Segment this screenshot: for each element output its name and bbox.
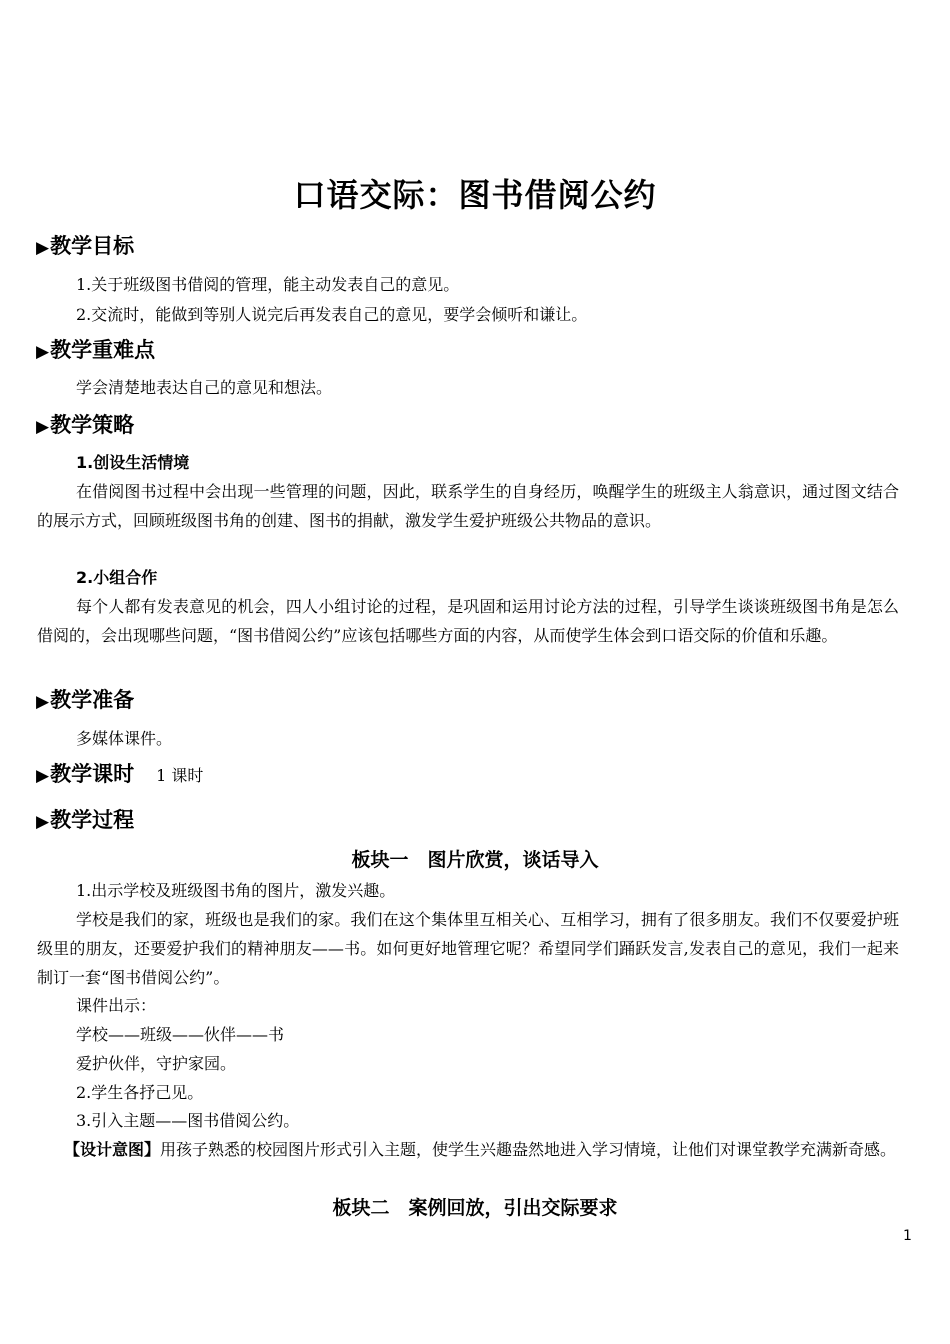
triangle-marker-icon: ▶ — [36, 238, 50, 258]
page-number: 1 — [903, 1228, 912, 1244]
page-title: 口语交际：图书借阅公约 — [293, 176, 657, 214]
block-1-paragraph: 学校是我们的家，班级也是我们的家。我们在这个集体里互相关心、互相学习，拥有了很多朋友。我们不仅要爱护班级里的朋友，还要爱护我们的精神朋友——书。如何更好地管理它呢？希望同学们踊跃发言,发表自己的意见，我们一起来制订一套“图书借阅公约”。 — [37, 910, 899, 987]
triangle-marker-icon: ▶ — [36, 342, 50, 362]
strategy-subheading-2: 2.小组合作 — [76, 568, 158, 587]
strategy-subheading-1: 1.创设生活情境 — [76, 453, 190, 472]
section-heading-prep: ▶教学准备 — [36, 688, 135, 712]
courseware-line-1: 学校——班级——伙伴——书 — [76, 1025, 285, 1044]
block-2-title: 板块二 案例回放，引出交际要求 — [332, 1197, 618, 1219]
difficulty-text: 学会清楚地表达自己的意见和想法。 — [76, 378, 333, 397]
hours-value: 1 课时 — [156, 766, 204, 785]
triangle-marker-icon: ▶ — [36, 417, 50, 437]
section-heading-process: ▶教学过程 — [36, 808, 135, 832]
design-intent — [37, 1135, 899, 1164]
section-heading-hours: ▶教学课时 1 课时 — [36, 762, 204, 786]
triangle-marker-icon: ▶ — [36, 812, 50, 832]
prep-text: 多媒体课件。 — [76, 729, 173, 748]
block-1-title: 板块一 图片欣赏，谈话导入 — [351, 849, 599, 871]
courseware-line-2: 爱护伙伴，守护家园。 — [76, 1054, 237, 1073]
section-heading-strategy: ▶教学策略 — [36, 413, 135, 437]
block-1-step-2: 2.学生各抒己见。 — [76, 1083, 204, 1102]
section-heading-goals: ▶教学目标 — [36, 234, 135, 258]
design-intent-text: 用孩子熟悉的校园图片形式引入主题，使学生兴趣盎然地进入学习情境，让他们对课堂教学充满新奇感。 — [160, 1140, 897, 1159]
strategy-paragraph-1: 在借阅图书过程中会出现一些管理的问题，因此，联系学生的自身经历，唤醒学生的班级主人翁意识，通过图文结合的展示方式，回顾班级图书角的创建、图书的捐献，激发学生爱护班级公共物品的意识。 — [37, 482, 899, 530]
block-1-step-1: 1.出示学校及班级图书角的图片，激发兴趣。 — [76, 881, 396, 900]
courseware-label: 课件出示： — [76, 996, 157, 1015]
strategy-paragraph-2: 每个人都有发表意见的机会，四人小组讨论的过程，是巩固和运用讨论方法的过程，引导学生谈谈班级图书角是怎么借阅的，会出现哪些问题，“图书借阅公约”应该包括哪些方面的内容，从而使学生体会到口语交际的价值和乐趣。 — [37, 597, 899, 645]
section-heading-difficulty: ▶教学重难点 — [36, 338, 156, 362]
triangle-marker-icon: ▶ — [36, 766, 50, 786]
design-intent-tag: 【设计意图】 — [64, 1140, 161, 1159]
goal-item-2: 2.交流时，能做到等别人说完后再发表自己的意见，要学会倾听和谦让。 — [76, 305, 588, 324]
triangle-marker-icon: ▶ — [36, 692, 50, 712]
goal-item-1: 1.关于班级图书借阅的管理，能主动发表自己的意见。 — [76, 275, 460, 294]
block-1-step-3: 3.引入主题——图书借阅公约。 — [76, 1111, 300, 1130]
